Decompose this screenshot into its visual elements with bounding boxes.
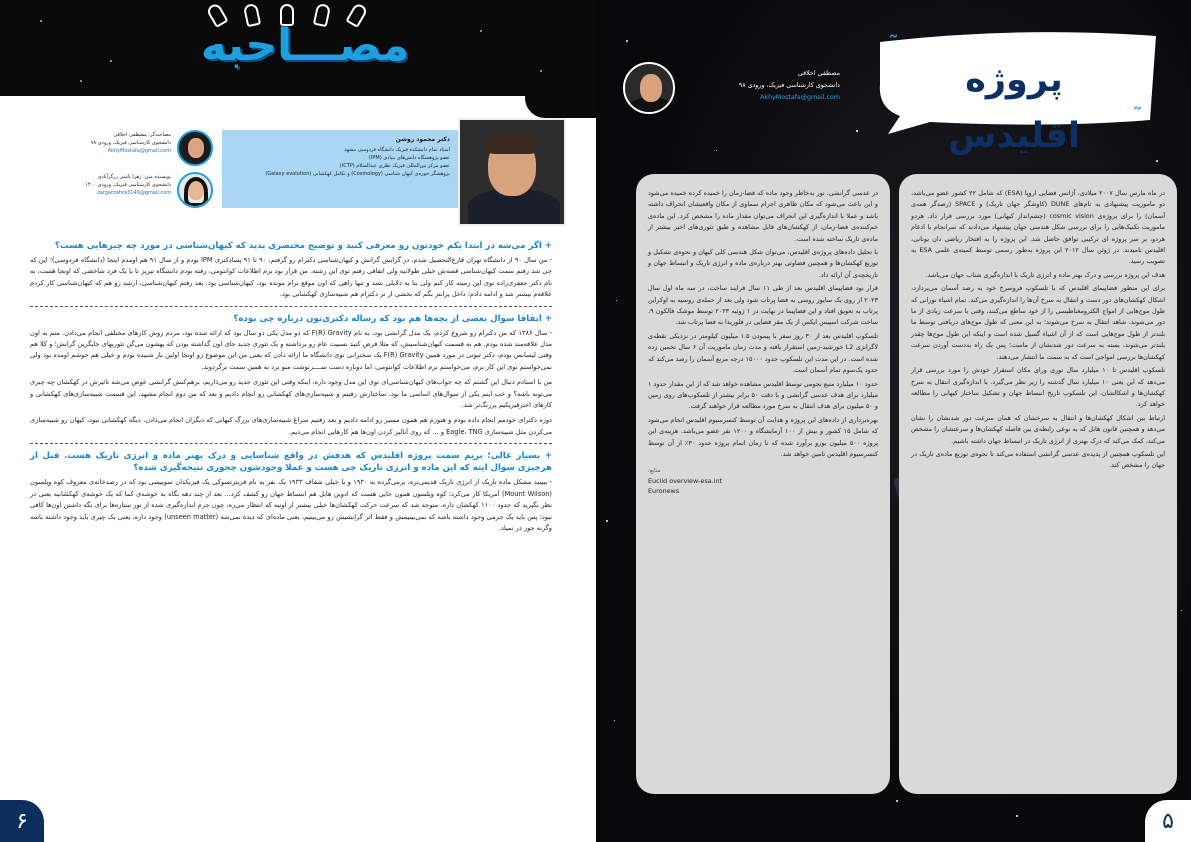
references-heading: منابع: <box>648 468 661 475</box>
project-title: پروژه اقلیدس <box>947 60 1080 156</box>
question: + بسیار عالی؛ بریم سمت پروژه اقلیدس که هدفش در واقع شناسایی و درک بهتر ماده و انرژی تاریک هست. قبل از هرچیزی سوال اینه که این ماده و انرژی تاریک چی هست و عملا وجودشون چجوری نتیجه‌گیری شده؟ <box>30 451 552 474</box>
profile-line: عضو مرکز بین‌المللی فیزیک نظری عبدالسلام (ICTP) <box>339 163 450 169</box>
avatar <box>177 172 213 208</box>
paragraph: تلسکوپ اقلیدس تا ۱۰ میلیارد سال نوری ورای مکان استقرار خودش را مورد بررسی قرار می‌دهد که این یعنی ۱۰ میلیارد سال گذشته را زیر نظر می‌گیرد. با اندازه‌گیری انتقال به سرخ کهکشان‌ها و اشکالشان، این تلسکوپ تاریخ انبساط جهان و تشکیل ساختار کیهانی را مطالعه خواهد کرد. <box>911 366 1165 409</box>
author-info <box>680 68 840 104</box>
staff-role: نویسنده متن: زهرا باشی زرگرآبادی <box>97 174 171 180</box>
article-column-right <box>899 174 1177 794</box>
answer: - سال ۱۳۸۶ که من دکترام رو شروع کردم، یک مدل گرانشی بود، به نام F(R) Gravity که دو مدل یکی دو سال بود که ارائه شده بود، مردم روش کارهای مختلفی انجام می‌دادن. منم به اون مدل علاقه‌مند شده بودم. هم به قسمت کیهان‌شناسیش، که مثلا فرض کنید نسبیت عام رو برداشته و یک تئوری جدید جای اون گذاشته بودن که بهشون می‌گن تئوریهای جایگزین گرانش؛ و کلا هم وقتی لیسانس بودم، دکتر ثبوتی در مورد همین F(R) Gravity یک سخنرانی توی دانشگاه ما ارائه دادن که یعنی من این موضوع رو اونجا اولین بار شنیده بودم و خیلی هم خوشم اومده بود ولی نمی‌خواستم توی این کار برم، می‌خواستم برم اطلاعات کوانتومی، اما دوباره دست ســــرنوشت منو برد به همین سمت برگردوند. <box>30 328 553 371</box>
profile-line: پژوهشگر حوزه‌ی کیهان شناسی (Cosmology) و تکامل کهکشانی (Galaxy evolution) <box>265 171 450 177</box>
answer: دوره دکترای خودمم انجام داده بودم و هنوزم هم همون مسیر رو ادامه دادیم و بعد رفتیم سراغ شبیه‌سازی‌های بزرگ کیهانی که دیگران انجام می‌دادن، دیگه کهکشانی نبود، کیهان رو شبیه‌سازی می‌کردن مثل شبیه‌سازی Eagle، TNG و ... که روی آنالیز کردن اون‌ها هم کارهایی انجام می‌دیم. <box>30 416 552 436</box>
interview-title: مصـــاحبه <box>200 20 410 71</box>
staff-desc: دانشجوی کارشناسی فیزیک، ورودی ۹۸ <box>90 140 171 146</box>
paragraph: با تحلیل داده‌های پروژه‌ی اقلیدس، می‌توان شکل هندسی کلی کیهان و نحوه‌ی تشکیل و توزیع کهکشان‌ها و همچنین فضاوتی بهتر درباره‌ی ماده و انرژی تاریک و انبساط جهان و تاریخچه‌ی آن ارائه داد. <box>648 248 878 279</box>
question: + اگر می‌شه در ابتدا یکم خودتون رو معرفی کنید و توضیح مختصری بدید که کیهان‌شناسی در مورد چه چیزهایی هست؟ <box>54 241 552 251</box>
interview-article <box>30 240 552 538</box>
page-number: ۶ <box>0 800 44 842</box>
answer: - من سال ۹۰ از دانشگاه تهران فارغ‌التحصیل شدم، در گرایش گرانش و کیهان‌شناسی دکترام رو گرفتم، ۹۰ تا ۹۱ پسادکتری IPM بودم و از سال ۹۱ هم اومدم اینجا (دانشگاه فردوسی)؛ این که چی شد رفتم سمت کیهان‌شناسی قصه‌ش خیلی طولانیه ولی اتفاقی رفتم توی این رشته. من قرار بود برم اطلاعات کوانتومی، رفته بودم دانشگاه تبریز تا با یک فرد شاخصی که اونجا هست، به نام دکتر جعفری‌زاده توی این زمینه کار کنم ولی بنا به دلایلی نشد و تنها راهی که اون موقع برام مونده بود، کیهان‌شناسی بود. بعد رفتم کیهان‌شناسی، ارشد رو هم که کیهان‌شناسی کار کردم علاقه‌م بیشتر شد و ادامه دادم؛ داخل پرانتز بگم که بخشی از تز دکترام هم شبیه‌سازی کهکشانی بود. <box>30 256 552 299</box>
question: + اتفاقا سوال بعضی از بچه‌ها هم بود که رساله دکتری‌تون درباره چی بوده؟ <box>233 313 552 324</box>
author-email[interactable]: AkhyMostafa@gmail.com <box>760 94 840 101</box>
staff-credits <box>28 128 213 218</box>
profile-line: استاد تمام دانشکده فیزیک دانشگاه فردوسی مشهد <box>344 147 450 153</box>
profile-line: عضو پژوهشگاه دانش‌های بنیادی (IPM) <box>368 155 450 161</box>
paragraph: حدود ۱۰ میلیارد منبع نجومی توسط اقلیدس مشاهده خواهد شد که از این مقدار حدود ۱ میلیارد برای هدف عدسی گرانشی و با دقت ۵۰ برابر بیشتر از تلسکوپ‌های روی زمین و ۵۰ میلیون برای هدف انتقال به سرخ مورد مطالعه قرار خواهند گرفت. <box>648 379 878 411</box>
page-number: ۵ <box>1145 800 1191 842</box>
interviewee-profile <box>222 130 458 208</box>
divider <box>30 306 552 307</box>
paragraph: ارتباط بین اشکال کهکشان‌ها و انتقال به سرخشان که همان سرعت دور شدنشان را نشان می‌دهد و همچنین قانون هابل که به نوعی رابطه‌ی بین فاصله کهکشان‌ها و سرعتشان را مشخص می‌کند، کمک می‌کند که درک بهتری از انرژی تاریک در انبساط جهان داشته باشیم. <box>911 413 1165 445</box>
svg-text:˜: ˜ <box>1132 105 1143 130</box>
staff-item <box>28 128 213 170</box>
interviewee-name: دکتر محمود روشن <box>395 136 450 143</box>
author-name: مصطفی اخلاقی <box>797 70 840 77</box>
staff-email[interactable]: AkhyMostafa@gmail.com <box>107 148 171 154</box>
card-corner <box>525 96 596 118</box>
reference-item: Euronews <box>648 487 680 496</box>
paragraph: تلسکوپ اقلیدس بعد از ۳۰ روز سفر با پیمودن ۱.۵ میلیون کیلومتر در نزدیکی نقطه‌ی لاگرانژی L2 خورشید-زمین استقرار یافته و مدت زمان ماموریت آن ۶ سال تخمین زده شده است. در این مدت این تلسکوپ حدود ۱۵۰۰۰ درجه مربع آسمان را رصد می‌کند که حدود یک‌سوم تمام آسمان است. <box>648 331 878 375</box>
svg-text:˜: ˜ <box>888 33 899 58</box>
divider <box>30 443 552 444</box>
author-avatar <box>623 62 675 114</box>
paragraph: بهره‌برداری از داده‌های این پروژه و هدایت آن توسط کنسرسیوم اقلیدس انجام می‌شود که شامل ۱۵ کشور و بیش از ۱۰۰ آزمایشگاه و ۱۲۰۰ نفر عضو می‌باشد. هزینه‌ی این پروژه ۵۰۰ میلیون یورو برآورد شده که تا زمان اتمام پروژه حدود ۳۰٪ از آن توسط کنسرسیوم اقلیدس تامین خواهد شد. <box>648 415 879 458</box>
staff-email[interactable]: zargarzahra3149@gmail.com <box>97 190 171 196</box>
references <box>648 466 878 496</box>
staff-role: مصاحبه‌گر: مصطفی اخلاقی <box>113 132 171 138</box>
reference-item: Euclid overview-esa.int <box>648 477 723 486</box>
paragraph: در ماه مارس سال ۲۰۰۷ میلادی، آژانس فضایی اروپا (ESA) که شامل ۲۲ کشور عضو می‌باشد، دو ماموریت پیشنهادی به نام‌های DUNE (کاوشگر جهان تاریک) و SPACE (رصدگر همه‌ی آسمان) را برای پروژه‌ی cosmic vision (چشم‌انداز کیهانی) مورد بررسی قرار داد. هردو ماموریت تکنیک‌هایی را برای بررسی شکل هندسی جهان پیشنهاد می‌دادند که سرانجام با ادغام هردو، بر سر پروژه ای ترکیبی توافق حاصل شد. این پروژه را به افتخار ریاضی دان یونانی، اقلیدس نامیدند. در ژوئن سال ۲۰۱۲ این پروژه به‌طور رسمی توسط کمیته‌ی علمی ESA به تصویب رسید. <box>911 189 1166 266</box>
avatar <box>177 130 213 166</box>
paragraph: قرار بود فضاپیمای اقلیدس بعد از طی ۱۱ سال فرایند ساخت، در سه ماه اول سال ۲۰۲۳ از روی یک سایوز روسی به فضا پرتاب شود ولی بعد از حمله‌ی روسیه به اوکراین پرتاب به تعویق افتاد و این فضاپیما در نهایت در ۱ ژوئیه ۲۰۲۳ توسط موشک فالکون ۹، ساخت شرکت اسپیس ایکس از یک مقر فضایی در فلوریدا به فضا پرتاب شد. <box>648 284 878 327</box>
staff-item <box>28 170 213 212</box>
answer: - ببینید مشکل ماده تاریک از انرژی تاریک قدیمی‌تره، برمی‌گرده به ۱۹۳۰ و یا خیلی شفاف ۱۹۳۳ یک نفر به نام فریتز‌تسوکی یک فیزیکدان سوییسی بود که در رصدخانه‌ی معروف کوه ویلسون (Mount Wilson) آمریکا کار می‌کرد؛ کوه ویلسون همون جایی هست که ادوین هابل هم انبساط جهان رو کشف کرد... بعد از چند دهه نگاه به خوشه‌ی کما که یک خوشه‌ی کهکشانیه یعنی در نظر بگیرید که حدود ۱۱۰۰ کهکشان داره، متوجه شد که سرعت حرکت کهکشان‌ها خیلی بیشتر از اونیه که انتظار می‌ره، چون جرم اندازه‌گیری شده از نور ستاره‌ها برای نگه داشتن اون‌ها کافی نبود؛ پس باید یک جرمی وجود داشته باشه که نمی‌بینیمش و فقط اثر گرانشیش رو می‌بینیم، یعنی ماده‌ای که دیده نمی‌شه (unseen matter) وجود داره، یعنی یک چیزی باید وجود داشته باشه وگرنه جور در نمیاد. <box>30 478 553 532</box>
paragraph: برای این منظور فضاپیمای اقلیدس که با تلسکوپ فروسرخ خود به رصد آسمان می‌پردازد، اشکال کهکشان‌های دور دست و انتقال به سرخ آن‌ها را اندازه‌گیری می‌کند. تمام اشیاء نورانی که طول موج‌هایی از امواج الکترومغناطیسی را از خود ساطع می‌کنند، وقتی با سرعت زیادی از ما دور می‌شوند، شاهد انتقال به سرخ می‌شوند؛ به این معنی که طول موج‌های دریافتی توسط ما بلندتر از طول موج‌هایی است که از آن اشیاء گسیل شده است و اینکه این طول موج‌ها چقدر بلندتر می‌شوند، بسته به سرعت دور شدنشان از ماست؛ پس یک راه به‌دست آوردن سرعت کهکشان‌ها بررسی امواجی است که به سمت ما انتشار می‌دهند. <box>911 284 1165 361</box>
answer: من با استادم دنبال این گشتم که چه جواب‌های کیهان‌شناسی‌ای توی این مدل وجود داره، اینکه وقتی این تئوری جدید رو می‌ذاریم، برهم‌کنش گرانشی عوض می‌شه تاثیرش در کهکشان چه چیزی می‌تونه باشه؟ و خب اینم یکی از سوال‌های اساسی ما بود، ساختارش رفتیم و شبیه‌سازی‌های کهکشانی رو انجام دادیم و بعد که من دوم انجام مشهد، این قسمت شبیه‌سازی‌های کهکشانی و کارهای اخترفیزیکیم پررنگ‌تر شد. <box>30 378 552 410</box>
paragraph: این تلسکوپ همچنین از پدیده‌ی عدسی گرانشی استفاده می‌کند تا نحوه‌ی توزیع ماده‌ی تاریک در جهان را مشخص کند. <box>911 449 1165 470</box>
paragraph: در عدسی گرانشی، نور به‌خاطر وجود ماده که فضا-زمان را خمیده کرده خمیده می‌شود و این باعث می‌شود که مکان ظاهری اجرام سماوی از مکان واقعیشان انحراف داشته باشد و عملا با اندازه‌گیری این انحراف می‌توان مقدار ماده را مشخص کرد. این ماده‌ی خم‌کننده‌ی فضا-زمان، از کهکشان‌های قابل مشاهده و طبق تئوری‌های اخیر بیشتر از ماده‌ی تاریک ساخته شده است. <box>648 189 878 243</box>
staff-desc: دانشجوی کارشناسی فیزیک، ورودی ۱۴۰۰ <box>85 182 171 188</box>
interviewee-photo <box>458 118 566 226</box>
article-column-left <box>636 174 890 794</box>
author-desc: دانشجوی کارشناسی فیزیک، ورودی ۹۸ <box>738 82 840 89</box>
paragraph: هدف این پروژه بررسی و درک بهتر ماده و انرژی تاریک با اندازه‌گیری شتاب جهان می‌باشد. <box>925 270 1165 279</box>
